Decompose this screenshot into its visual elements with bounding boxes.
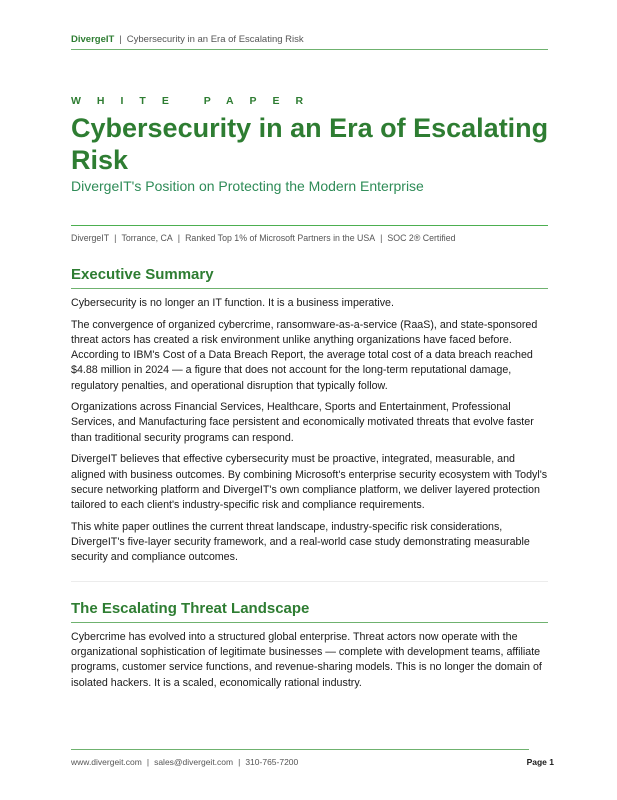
section-rule <box>71 288 548 289</box>
meta-separator: | <box>114 233 117 243</box>
title-rule <box>71 225 548 226</box>
page-number: Page 1 <box>526 757 554 767</box>
header-doc-title: Cybersecurity in an Era of Escalating Risk <box>126 34 304 45</box>
meta-ranking: Ranked Top 1% of Microsoft Partners in the USA <box>185 233 376 243</box>
executive-summary-body <box>71 296 549 572</box>
footer-rule <box>71 749 529 750</box>
footer-phone: 310-765-7200 <box>245 757 299 767</box>
section-heading-threat-landscape: The Escalating Threat Landscape <box>71 600 310 617</box>
footer-website-link[interactable]: www.divergeit.com <box>71 757 142 767</box>
header-brand: DivergeIT <box>71 34 115 45</box>
paragraph: Organizations across Financial Services, Healthcare, Sports and Entertainment, Professional Services, and Manufacturing face persistent and economically motivated threats that evolve faster than traditional security programs can respond. <box>71 401 534 444</box>
footer-separator: | <box>146 757 150 767</box>
paragraph: This white paper outlines the current threat landscape, industry-specific risk considerations, DivergeIT's five-layer security framework, and a real-world case study demonstrating measurable security and compliance outcomes. <box>71 520 530 564</box>
meta-line <box>71 233 551 243</box>
meta-location: Torrance, CA <box>121 233 173 243</box>
section-divider <box>71 581 548 582</box>
meta-separator: | <box>380 233 383 243</box>
running-header <box>71 34 548 45</box>
running-footer <box>71 757 554 767</box>
document-title: Cybersecurity in an Era of Escalating Risk <box>71 113 549 175</box>
header-separator: | <box>119 34 122 45</box>
paragraph: DivergeIT believes that effective cybersecurity must be proactive, integrated, measurable, and aligned with business outcomes. By combining Microsoft's enterprise security ecosystem with Todyl's secure networking platform and DivergeIT's own compliance platform, we deliver layered protection tailored to each client's industry-specific risk and compliance requirements. <box>71 453 548 511</box>
footer-email-link[interactable]: sales@divergeit.com <box>154 757 234 767</box>
paragraph: Cybercrime has evolved into a structured global enterprise. Threat actors now operate with the organizational sophistication of legitimate businesses — complete with development teams, affiliate programs, customer service functions, and revenue-sharing models. This is no longer the domain of isolated hackers. It is a scaled, economically rational industry. <box>71 631 542 689</box>
meta-company: DivergeIT <box>71 233 110 243</box>
header-rule <box>71 49 548 50</box>
paragraph: The convergence of organized cybercrime, ransomware-as-a-service (RaaS), and state-sponsored threat actors has created a risk environment unlike anything organizations have faced before. According to IBM's Cost of a Data Breach Report, the average total cost of a data breach reached $4.88 million in 2024 — a figure that does not account for the long-term reputational damage, regulatory penalties, and operational disruption that typically follow. <box>71 318 538 392</box>
document-kicker: WHITE PAPER <box>71 95 320 107</box>
meta-certification: SOC 2® Certified <box>387 233 456 243</box>
section-heading-executive-summary: Executive Summary <box>71 266 214 283</box>
threat-landscape-body <box>71 630 549 697</box>
meta-separator: | <box>177 233 181 243</box>
document-subtitle: DivergeIT's Position on Protecting the Modern Enterprise <box>71 178 424 194</box>
section-rule <box>71 622 548 623</box>
footer-separator: | <box>238 757 241 767</box>
paragraph: Cybersecurity is no longer an IT function. It is a business imperative. <box>71 297 394 309</box>
